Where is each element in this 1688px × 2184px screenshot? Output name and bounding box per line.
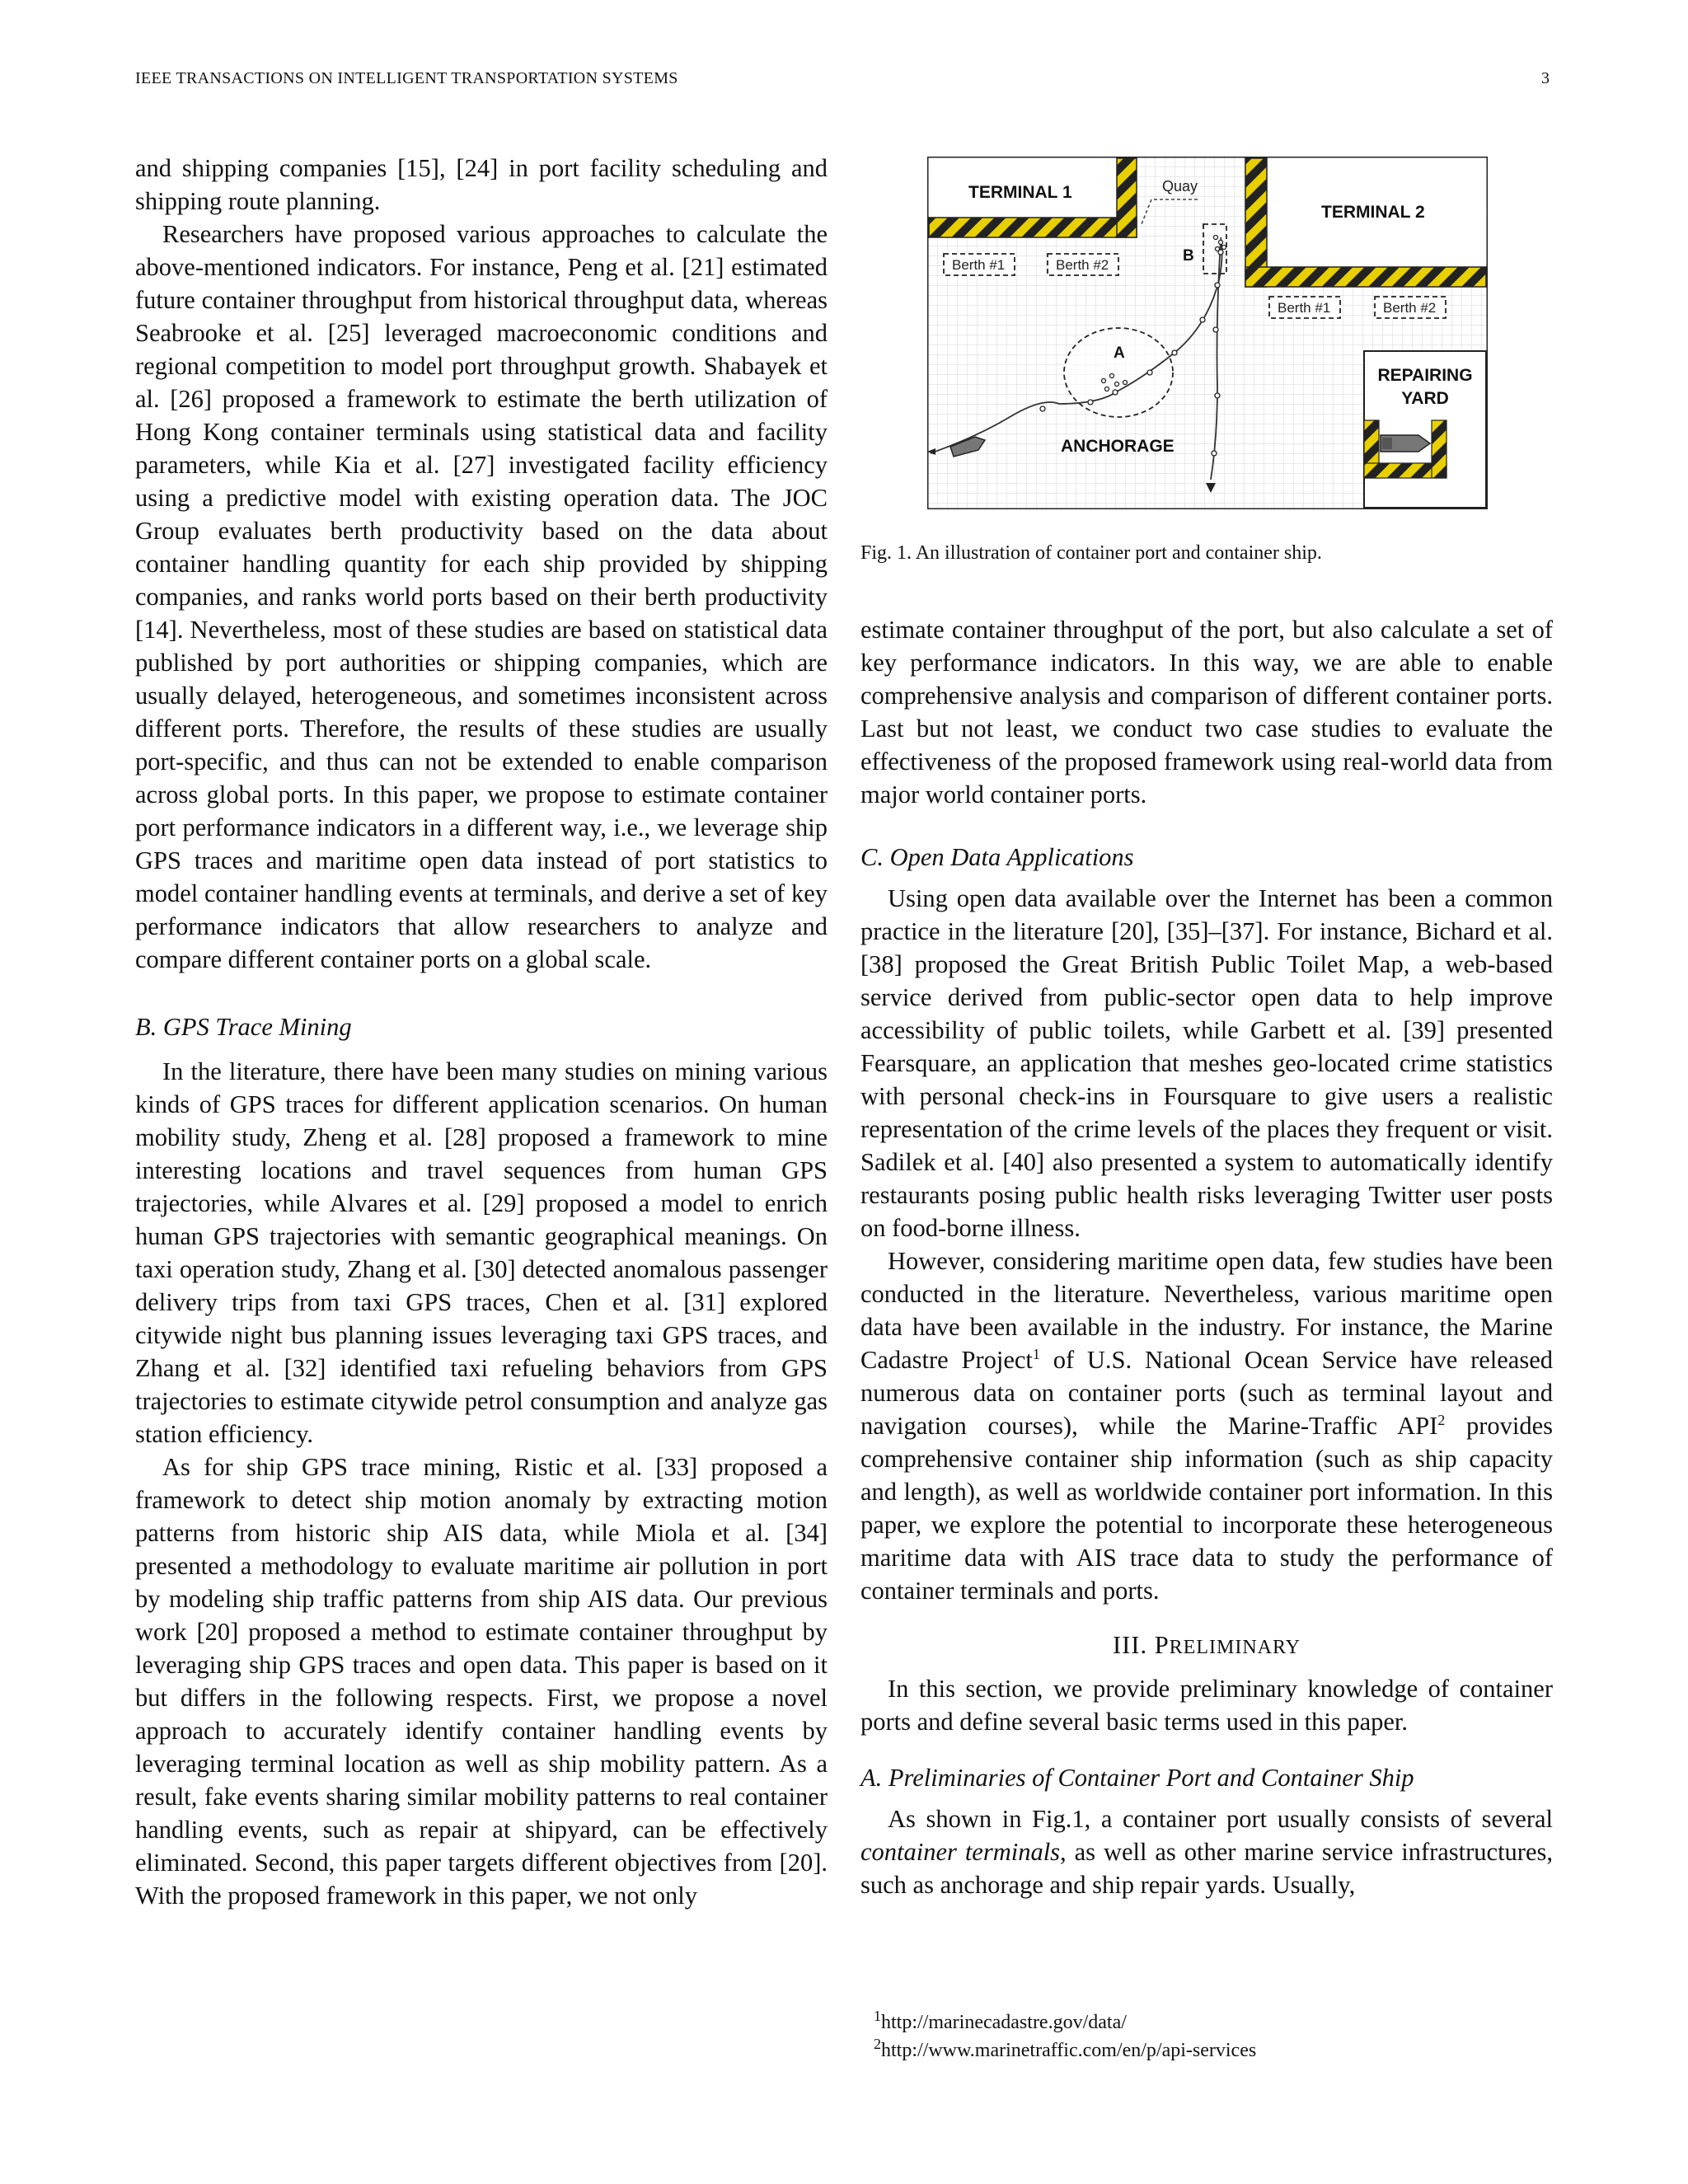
section-heading-a: A. Preliminaries of Container Port and Container Ship [860, 1764, 1414, 1792]
footnote-ref-2: 2 [1437, 1411, 1446, 1428]
paragraph: and shipping companies [15], [24] in port facility scheduling and shipping route planning. [135, 154, 828, 215]
anchorage-label: ANCHORAGE [1061, 437, 1175, 456]
berth-1-label: Berth #1 [952, 257, 1006, 273]
page-number: 3 [1541, 69, 1550, 87]
repairing-label: REPAIRING [1377, 366, 1473, 385]
terminal-1-label: TERMINAL 1 [968, 183, 1072, 202]
footnote-1: $^1$http://marinecadastre.gov/data/ [874, 2008, 1127, 2033]
running-head: IEEE TRANSACTIONS ON INTELLIGENT TRANSPORTATION SYSTEMS [135, 69, 678, 87]
footnote-link-2[interactable]: http://www.marinetraffic.com/en/p/api-services [881, 2040, 1257, 2061]
region-b-label: B [1183, 247, 1194, 265]
berth-2-label: Berth #2 [1383, 300, 1437, 316]
paragraph: However, considering maritime open data, few studies have been conducted in the literature. Nevertheless, various maritime open data have been available in the industry. For instance, the Marine Cadastre Project$^1$ of U.S. National Ocean Service have released numerous data on container ports (such as terminal layout and navigation courses), while the Marine-Traffic API$^2$ provides comprehensive container ship information (such as ship capacity and length), as well as worldwide container port information. In this paper, we explore the potential to incorporate these heterogeneous maritime data with AIS trace data to study the performance of container terminals and ports. [860, 1247, 1553, 1605]
paragraph: In this section, we provide preliminary knowledge of container ports and define several basic terms used in this paper. [860, 1675, 1553, 1736]
berth-2-label: Berth #2 [1056, 257, 1109, 273]
berth-1-label: Berth #1 [1278, 300, 1331, 316]
left-column [135, 152, 828, 1912]
paragraph: Using open data available over the Internet has been a common practice in the literature [20], [35]–[37]. For instance, Bichard et al. [38] proposed the Great British Public Toilet Map, a web-based service derived from public-sector open data to help improve accessibility of public toilets, while Garbett et al. [39] presented Fearsquare, an application that meshes geo-located crime statistics with personal check-ins in Foursquare to give users a realistic representation of the crime levels of the places they frequent or visit. Sadilek et al. [40] also presented a system to automatically identify restaurants posing public health risks leveraging Twitter user posts on food-borne illness. [860, 884, 1553, 1242]
quay-label: Quay [1162, 178, 1198, 194]
paragraph: As for ship GPS trace mining, Ristic et al. [33] proposed a framework to detect ship motion anomaly by extracting motion patterns from historic ship AIS data, while Miola et al. [34] presented a methodology to evaluate maritime air pollution in port by modeling ship traffic patterns from ship AIS data. Our previous work [20] proposed a method to estimate container throughput by leveraging ship GPS traces and open data. This paper is based on it but differs in the following respects. First, we propose a novel approach to accurately identify container handling events by leveraging terminal location as well as ship mobility pattern. As a result, fake events sharing similar mobility patterns to real container handling events, such as repair at shipyard, can be effectively eliminated. Second, this paper targets different objectives from [20]. With the proposed framework in this paper, we not only [135, 1453, 828, 1910]
section-heading-c: C. Open Data Applications [860, 843, 1134, 871]
section-heading-b: B. GPS Trace Mining [135, 1013, 352, 1041]
terminal-2-label: TERMINAL 2 [1321, 203, 1425, 222]
paragraph: Researchers have proposed various approaches to calculate the above-mentioned indicators. For instance, Peng et al. [21] estimated future container throughput from historical throughput data, whereas Seabrooke et al. [25] leveraged macroeconomic conditions and regional competition to model port throughput growth. Shabayek et al. [26] proposed a framework to estimate the berth utilization of Hong Kong container terminals using statistical data and facility parameters, while Kia et al. [27] investigated facility efficiency using a predictive model with existing operation data. The JOC Group evaluates berth productivity based on the data about container handling quantity for each ship provided by shipping companies, and ranks world ports based on their berth productivity [14]. Nevertheless, most of these studies are based on statistical data published by port authorities or shipping companies, which are usually delayed, heterogeneous, and sometimes inconsistent across different ports. Therefore, the results of these studies are usually port-specific, and thus can not be extended to enable comparison across global ports. In this paper, we propose to estimate container port performance indicators in a different way, i.e., we leverage ship GPS traces and maritime open data instead of port statistics to model container handling events at terminals, and derive a set of key performance indicators that allow researchers to analyze and compare different container ports on a global scale. [135, 220, 828, 973]
paragraph: In the literature, there have been many studies on mining various kinds of GPS traces for different application scenarios. On human mobility study, Zheng et al. [28] proposed a framework to mine interesting locations and travel sequences from human GPS trajectories, while Alvares et al. [29] proposed a model to enrich human GPS trajectories with semantic geographical meanings. On taxi operation study, Zhang et al. [30] detected anomalous passenger delivery trips from taxi GPS traces, Chen et al. [31] explored citywide night bus planning issues leveraging taxi GPS traces, and Zhang et al. [32] identified taxi refueling behaviors from GPS trajectories to estimate citywide petrol consumption and analyze gas station efficiency. [135, 1057, 828, 1448]
footnote-link-1[interactable]: http://marinecadastre.gov/data/ [881, 2012, 1127, 2033]
footnote-ref-1: 1 [1032, 1345, 1040, 1362]
paragraph: As shown in Fig.1, a container port usually consists of several container terminals, as well as other marine service infrastructures, such as anchorage and ship repair yards. Usually, [860, 1805, 1553, 1899]
region-a-ellipse [1064, 328, 1173, 417]
footnote-2: $^2$http://www.marinetraffic.com/en/p/api-services [874, 2036, 1257, 2061]
port-illustration-figure [927, 157, 1488, 509]
yard-label: YARD [1401, 389, 1449, 408]
right-column [860, 841, 1553, 1901]
paragraph: estimate container throughput of the port, but also calculate a set of key performance indicators. In this way, we are able to enable comprehensive analysis and comparison of different container ports. Last but not least, we conduct two case studies to evaluate the effectiveness of the proposed framework using real-world data from major world container ports. [860, 616, 1553, 808]
figure-caption: Fig. 1. An illustration of container port and container ship. [860, 542, 1322, 564]
terminal-1-quay-hazard [929, 218, 1137, 237]
region-a-label: A [1114, 344, 1125, 362]
footnotes [874, 2008, 1256, 2064]
docked-ship-icon [1381, 435, 1430, 452]
section-heading-3: III. PRELIMINARY [1112, 1631, 1301, 1659]
right-column-top [860, 613, 1553, 811]
